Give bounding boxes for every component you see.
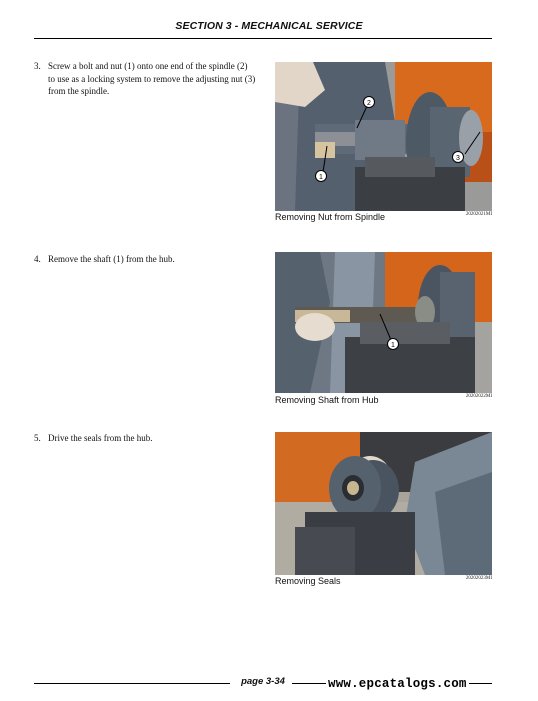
- callout-label: 2: [367, 100, 371, 107]
- figure-caption: Removing Nut from Spindle: [275, 212, 386, 222]
- step-4: [34, 253, 256, 266]
- photo-seals-image: [275, 432, 492, 575]
- figure-photo-nut-spindle: [275, 62, 492, 211]
- figure-caption: Removing Seals: [275, 576, 341, 586]
- watermark: www.epcatalogs.com: [328, 677, 467, 691]
- step-3: [34, 60, 256, 98]
- section-title: SECTION 3 - MECHANICAL SERVICE: [175, 20, 363, 32]
- page-number: page 3-34: [241, 676, 285, 687]
- figure-caption: Removing Shaft from Hub: [275, 395, 379, 405]
- callout-label: 1: [319, 174, 323, 181]
- callout-label: 3: [456, 155, 460, 162]
- step-number: 3.: [34, 61, 41, 71]
- figure-photo-shaft-hub: [275, 252, 492, 393]
- step-number: 4.: [34, 254, 41, 264]
- step-number: 5.: [34, 433, 41, 443]
- header-divider: [34, 38, 492, 39]
- figure-code: 20202023MI: [465, 576, 492, 581]
- photo-shaft-hub-image: [275, 252, 492, 393]
- footer-divider: [34, 683, 230, 684]
- callout-label: 1: [391, 342, 395, 349]
- photo-nut-spindle-image: [275, 62, 492, 211]
- figure-photo-seals: [275, 432, 492, 575]
- step-text: Screw a bolt and nut (1) onto one end of the spindle (2) to use as a locking system to remove the adjusting nut (3) from the spindle.: [48, 61, 256, 96]
- figure-code: 20202021MI: [465, 212, 492, 217]
- step-text: Drive the seals from the hub.: [48, 433, 153, 443]
- figure-code: 20202022MI: [465, 394, 492, 399]
- step-5: [34, 432, 256, 445]
- step-text: Remove the shaft (1) from the hub.: [48, 254, 175, 264]
